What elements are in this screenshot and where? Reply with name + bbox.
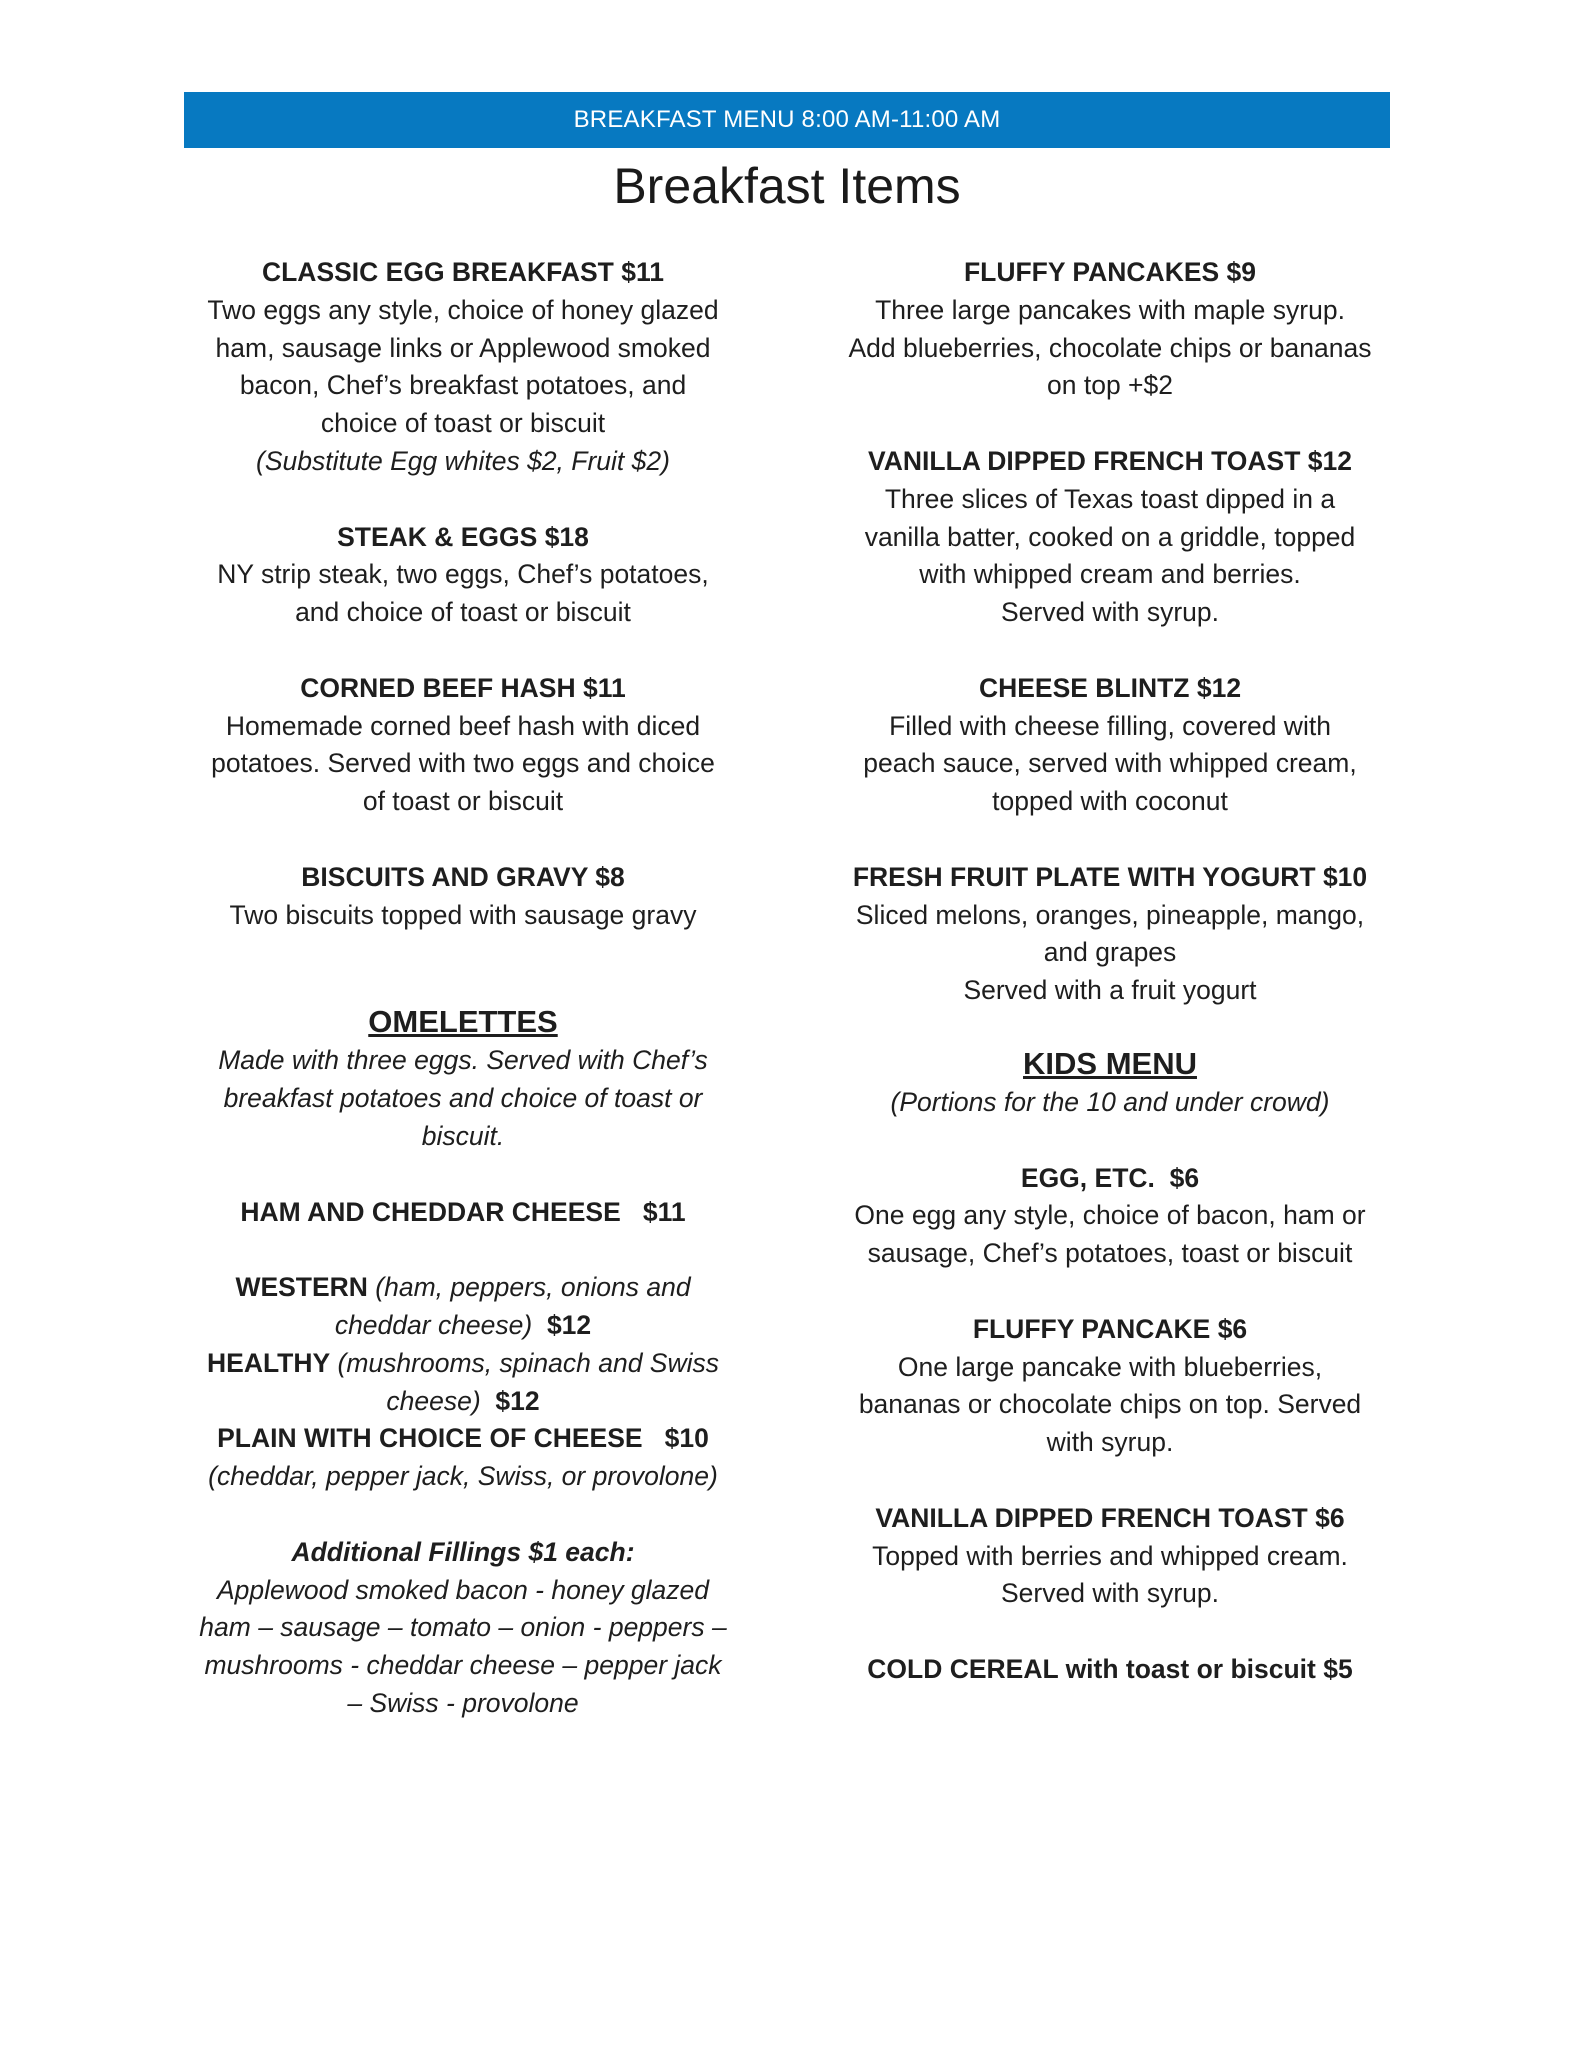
item-description-line: topped with coconut bbox=[992, 786, 1228, 817]
item-description-line: and choice of toast or biscuit bbox=[295, 597, 631, 628]
item-heading-kids-pancake: FLUFFY PANCAKE $6 bbox=[972, 1313, 1248, 1344]
item-description-line: NY strip steak, two eggs, Chef’s potatoes, bbox=[217, 559, 709, 590]
menu-hours-banner: BREAKFAST MENU 8:00 AM-11:00 AM bbox=[184, 92, 1390, 148]
item-description-line: bananas or chocolate chips on top. Served bbox=[858, 1389, 1362, 1420]
item-heading-fluffy-pancakes: FLUFFY PANCAKES $9 bbox=[963, 257, 1257, 287]
kids-portion-note: (Portions for the 10 and under crowd) bbox=[890, 1086, 1330, 1117]
item-heading-kids-egg: EGG, ETC. $6 bbox=[1020, 1162, 1200, 1193]
item-description-line: Topped with berries and whipped cream. bbox=[872, 1540, 1348, 1571]
item-description-line: Filled with cheese filling, covered with bbox=[889, 710, 1331, 741]
item-description-line: vanilla batter, cooked on a griddle, topped bbox=[864, 521, 1356, 552]
item-description-line: with whipped cream and berries. bbox=[919, 559, 1301, 590]
item-description-line: with syrup. bbox=[1046, 1427, 1174, 1458]
item-description-line: Homemade corned beef hash with diced bbox=[225, 710, 701, 741]
item-description-line: Add blueberries, chocolate chips or bananas bbox=[848, 332, 1372, 363]
omelette-western bbox=[183, 1269, 743, 1307]
fillings-line: – Swiss - provolone bbox=[347, 1687, 579, 1718]
omelettes-intro-line: breakfast potatoes and choice of toast or bbox=[223, 1083, 703, 1114]
item-heading-classic-egg-breakfast: CLASSIC EGG BREAKFAST $11 bbox=[261, 257, 664, 287]
omelette-name: WESTERN bbox=[235, 1272, 368, 1303]
item-description-line: Three large pancakes with maple syrup. bbox=[875, 294, 1345, 325]
page-title: Breakfast Items bbox=[613, 158, 961, 214]
substitution-note: (Substitute Egg whites $2, Fruit $2) bbox=[256, 445, 670, 476]
item-description-line: of toast or biscuit bbox=[362, 786, 564, 817]
omelettes-intro-line: Made with three eggs. Served with Chef’s bbox=[218, 1045, 708, 1076]
item-description-line: and grapes bbox=[1043, 937, 1177, 968]
item-description-line: Served with syrup. bbox=[1001, 1578, 1219, 1609]
item-heading-cold-cereal: COLD CEREAL with toast or biscuit $5 bbox=[867, 1653, 1353, 1684]
item-description-line: potatoes. Served with two eggs and choice bbox=[211, 748, 715, 779]
item-heading-cheese-blintz: CHEESE BLINTZ $12 bbox=[978, 672, 1242, 703]
item-description-line: choice of toast or biscuit bbox=[320, 408, 606, 439]
left-column bbox=[183, 254, 743, 1723]
omelette-healthy-cont bbox=[183, 1383, 743, 1421]
omelette-plain: PLAIN WITH CHOICE OF CHEESE $10 bbox=[217, 1423, 709, 1454]
item-heading-biscuits-gravy: BISCUITS AND GRAVY $8 bbox=[301, 861, 625, 892]
item-description-line: Served with syrup. bbox=[1001, 597, 1219, 628]
item-description-line: on top +$2 bbox=[1047, 370, 1173, 401]
fillings-line: Applewood smoked bacon - honey glazed bbox=[216, 1574, 710, 1605]
item-description-line: Two eggs any style, choice of honey glazed bbox=[207, 294, 719, 325]
item-description-line: Sliced melons, oranges, pineapple, mango, bbox=[855, 899, 1365, 930]
item-heading-corned-beef-hash: CORNED BEEF HASH $11 bbox=[300, 672, 626, 703]
item-heading-steak-eggs: STEAK & EGGS $18 bbox=[337, 521, 589, 552]
omelette-healthy bbox=[183, 1345, 743, 1383]
additional-fillings-heading: Additional Fillings $1 each: bbox=[291, 1536, 635, 1567]
item-heading-french-toast: VANILLA DIPPED FRENCH TOAST $12 bbox=[868, 445, 1352, 476]
item-description-line: bacon, Chef’s breakfast potatoes, and bbox=[239, 370, 687, 401]
omelette-ingredients: (ham, peppers, onions and bbox=[367, 1272, 691, 1303]
omelette-price: $12 bbox=[480, 1385, 540, 1416]
item-description-line: Three slices of Texas toast dipped in a bbox=[884, 483, 1336, 514]
omelette-ham-cheddar: HAM AND CHEDDAR CHEESE $11 bbox=[240, 1196, 686, 1227]
item-description-line: Served with a fruit yogurt bbox=[963, 975, 1257, 1006]
omelette-ingredients: cheddar cheese) bbox=[334, 1309, 533, 1340]
omelette-western-cont bbox=[183, 1307, 743, 1345]
cheese-options-note: (cheddar, pepper jack, Swiss, or provolone) bbox=[208, 1461, 718, 1492]
omelettes-intro-line: biscuit. bbox=[421, 1120, 505, 1151]
item-heading-kids-french-toast: VANILLA DIPPED FRENCH TOAST $6 bbox=[875, 1502, 1345, 1533]
item-description-line: Two biscuits topped with sausage gravy bbox=[229, 899, 697, 930]
item-description-line: sausage, Chef’s potatoes, toast or biscuit bbox=[867, 1238, 1353, 1269]
item-heading-fruit-plate: FRESH FRUIT PLATE WITH YOGURT $10 bbox=[852, 861, 1368, 892]
section-heading-omelettes: OMELETTES bbox=[368, 1004, 558, 1040]
item-description-line: One large pancake with blueberries, bbox=[897, 1351, 1323, 1382]
item-description-line: peach sauce, served with whipped cream, bbox=[863, 748, 1357, 779]
item-description-line: One egg any style, choice of bacon, ham or bbox=[854, 1200, 1366, 1231]
omelette-name: HEALTHY bbox=[207, 1347, 331, 1378]
item-description-line: ham, sausage links or Applewood smoked bbox=[215, 332, 711, 363]
omelette-ingredients: (mushrooms, spinach and Swiss bbox=[330, 1347, 719, 1378]
omelette-price: $12 bbox=[532, 1309, 592, 1340]
fillings-line: ham – sausage – tomato – onion - peppers – bbox=[199, 1612, 727, 1643]
right-column bbox=[830, 254, 1390, 1689]
fillings-line: mushrooms - cheddar cheese – pepper jack bbox=[204, 1650, 722, 1681]
section-heading-kids-menu: KIDS MENU bbox=[1023, 1045, 1197, 1081]
omelette-ingredients: cheese) bbox=[386, 1385, 481, 1416]
